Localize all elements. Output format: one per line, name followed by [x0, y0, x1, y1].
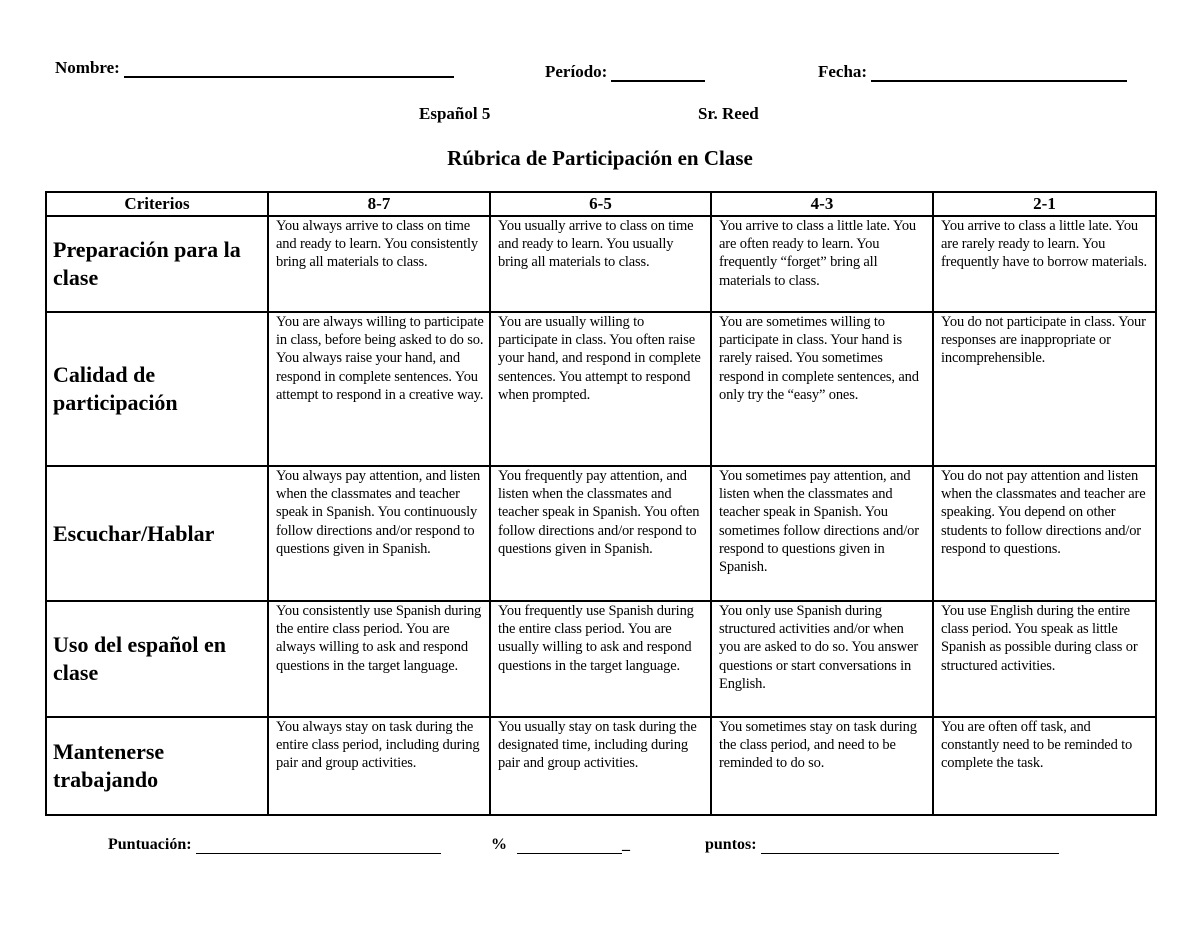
rubric-cell: You always pay attention, and listen when the classmates and teacher speak in Spanish. You continuously follow directions and/or respond to questions given in Spanish. [268, 466, 490, 601]
table-row [46, 312, 1156, 466]
date-label: Fecha: [818, 62, 868, 81]
rubric-cell: You frequently use Spanish during the entire class period. You are usually willing to ask and respond questions in the target language. [490, 601, 711, 717]
column-header-criteria: Criterios [46, 192, 268, 216]
criterion-uso-espanol: Uso del español en clase [46, 601, 268, 717]
rubric-table [45, 191, 1157, 816]
rubric-header-row [46, 192, 1156, 216]
points-field [705, 836, 1059, 854]
name-line[interactable] [124, 60, 454, 78]
name-label: Nombre: [55, 58, 120, 77]
column-header-6-5: 6-5 [490, 192, 711, 216]
rubric-cell: You always stay on task during the entire class period, including during pair and group activities. [268, 717, 490, 815]
rubric-cell: You use English during the entire class period. You speak as little Spanish as possible during class or structured activities. [933, 601, 1156, 717]
points-line[interactable] [761, 839, 1059, 854]
period-line[interactable] [611, 64, 705, 82]
rubric-cell: You do not pay attention and listen when the classmates and teacher are speaking. You depend on other students to follow directions and/or respond to questions. [933, 466, 1156, 601]
criterion-mantenerse: Mantenerse trabajando [46, 717, 268, 815]
table-row [46, 717, 1156, 815]
name-field [55, 58, 454, 78]
rubric-cell: You sometimes pay attention, and listen when the classmates and teacher speak in Spanish. You sometimes follow directions and/or respond to questions given in Spanish. [711, 466, 933, 601]
date-field [818, 62, 1127, 82]
rubric-cell: You usually stay on task during the designated time, including during pair and group activities. [490, 717, 711, 815]
points-label: puntos: [705, 836, 757, 853]
rubric-cell: You sometimes stay on task during the class period, and need to be reminded to do so. [711, 717, 933, 815]
percent-field [491, 836, 630, 854]
table-row [46, 601, 1156, 717]
score-field [108, 836, 441, 854]
table-row [46, 216, 1156, 312]
rubric-cell: You are often off task, and constantly need to be reminded to complete the task. [933, 717, 1156, 815]
column-header-2-1: 2-1 [933, 192, 1156, 216]
rubric-cell: You arrive to class a little late. You are rarely ready to learn. You frequently have to borrow materials. [933, 216, 1156, 312]
criterion-escuchar: Escuchar/Hablar [46, 466, 268, 601]
teacher-name: Sr. Reed [698, 104, 759, 123]
rubric-cell: You are sometimes willing to participate in class. Your hand is rarely raised. You sometimes respond in complete sentences, and only try the “easy” ones. [711, 312, 933, 466]
rubric-cell: You always arrive to class on time and ready to learn. You consistently bring all materials to class. [268, 216, 490, 312]
percent-suffix: _ [622, 836, 630, 853]
rubric-cell: You frequently pay attention, and listen when the classmates and teacher speak in Spanish. You often follow directions and/or respond to questions given in Spanish. [490, 466, 711, 601]
rubric-cell: You are always willing to participate in class, before being asked to do so. You always raise your hand, and respond in complete sentences. You attempt to respond in a creative way. [268, 312, 490, 466]
score-line[interactable] [196, 839, 441, 854]
criterion-preparacion: Preparación para la clase [46, 216, 268, 312]
rubric-cell: You do not participate in class. Your responses are inappropriate or incomprehensible. [933, 312, 1156, 466]
rubric-cell: You only use Spanish during structured activities and/or when you are asked to do so. You answer questions or start conversations in English. [711, 601, 933, 717]
rubric-cell: You arrive to class a little late. You are often ready to learn. You frequently “forget” bring all materials to class. [711, 216, 933, 312]
course-name: Español 5 [419, 104, 491, 123]
rubric-cell: You consistently use Spanish during the entire class period. You are always willing to ask and respond questions in the target language. [268, 601, 490, 717]
score-label: Puntuación: [108, 836, 192, 853]
table-row [46, 466, 1156, 601]
criterion-calidad: Calidad de participación [46, 312, 268, 466]
period-field [545, 62, 705, 82]
column-header-4-3: 4-3 [711, 192, 933, 216]
percent-line[interactable] [517, 839, 622, 854]
date-line[interactable] [871, 64, 1127, 82]
rubric-cell: You usually arrive to class on time and ready to learn. You usually bring all materials to class. [490, 216, 711, 312]
percent-label: % [491, 836, 507, 853]
period-label: Período: [545, 62, 608, 81]
column-header-8-7: 8-7 [268, 192, 490, 216]
page-title: Rúbrica de Participación en Clase [447, 146, 753, 170]
rubric-cell: You are usually willing to participate in class. You often raise your hand, and respond in complete sentences. You attempt to respond when prompted. [490, 312, 711, 466]
